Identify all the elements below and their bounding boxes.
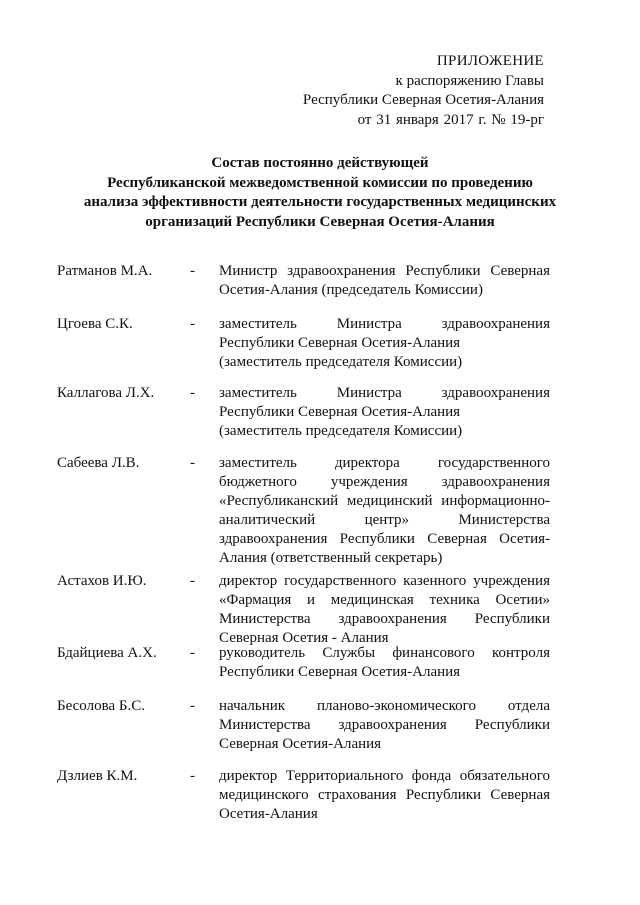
member-role-line: Северная Осетия-Алания <box>219 736 382 752</box>
member-role <box>219 315 550 372</box>
appendix-header <box>303 52 544 130</box>
member-role-line: начальник планово-экономического отдела <box>219 698 550 714</box>
member-role-line: «Республиканский медицинский информационно- <box>219 493 550 509</box>
member-role-line: Министр здравоохранения Республики Северная <box>219 263 550 279</box>
member-role <box>219 384 550 441</box>
appendix-line-1: к распоряжению Главы <box>395 72 544 89</box>
document-title-line-4: организаций Республики Северная Осетия-Алания <box>145 213 495 230</box>
member-name: Каллагова Л.Х. <box>57 385 155 401</box>
member-role-line: бюджетного учреждения здравоохранения <box>219 474 550 490</box>
document-title-line-2: Республиканской межведомственной комиссии по проведению <box>107 174 533 191</box>
member-role <box>219 644 550 682</box>
member-dash: - <box>190 316 195 332</box>
member-role-line: Алания (ответственный секретарь) <box>219 550 443 566</box>
member-role-line: руководитель Службы финансового контроля <box>219 645 550 661</box>
member-dash: - <box>190 573 195 589</box>
member-role-line: Министерства здравоохранения Республики <box>219 611 550 627</box>
member-role-line: Республики Северная Осетия-Алания <box>219 404 461 420</box>
member-role-line: медицинского страхования Республики Северная <box>219 787 550 803</box>
member-role-line: аналитический центр» Министерства <box>219 512 550 528</box>
member-role-line: Осетия-Алания (председатель Комиссии) <box>219 282 483 298</box>
member-role <box>219 572 550 648</box>
appendix-title: ПРИЛОЖЕНИЕ <box>436 53 544 69</box>
member-name: Бдайциева А.Х. <box>57 645 157 661</box>
member-role-line: (заместитель председателя Комиссии) <box>219 423 463 439</box>
appendix-line-2: Республики Северная Осетия-Алания <box>302 92 544 108</box>
member-role <box>219 697 550 754</box>
member-dash: - <box>190 645 195 661</box>
member-role-line: Осетия-Алания <box>219 806 318 822</box>
member-name: Бесолова Б.С. <box>57 698 146 714</box>
member-role-line: Республики Северная Осетия-Алания <box>219 335 461 351</box>
member-name: Астахов И.Ю. <box>57 573 147 589</box>
member-name: Дзлиев К.М. <box>57 768 138 784</box>
member-role-line: Министерства здравоохранения Республики <box>219 717 550 733</box>
member-role-line: здравоохранения Республики Северная Осетия- <box>219 531 550 547</box>
member-dash: - <box>190 385 195 401</box>
member-dash: - <box>190 768 195 784</box>
document-title-line-3: анализа эффективности деятельности государственных медицинских <box>83 194 557 210</box>
member-role-line: Северная Осетия - Алания <box>219 630 389 646</box>
member-role-line: директор государственного казенного учреждения <box>219 573 550 589</box>
member-name: Ратманов М.А. <box>57 263 153 279</box>
member-dash: - <box>190 698 195 714</box>
member-role <box>219 262 550 300</box>
member-dash: - <box>190 455 195 471</box>
member-role-line: заместитель Министра здравоохранения <box>219 385 550 401</box>
member-role-line: Республики Северная Осетия-Алания <box>219 664 461 680</box>
member-role-line: заместитель директора государственного <box>219 455 550 471</box>
member-name: Цгоева С.К. <box>57 316 133 332</box>
member-dash: - <box>190 263 195 279</box>
appendix-date-line: от 31 января 2017 г. № 19-рг <box>357 111 544 128</box>
member-role-line: директор Территориального фонда обязательного <box>219 768 550 784</box>
member-role <box>219 767 550 824</box>
member-name: Сабеева Л.В. <box>57 455 140 471</box>
document-title-line-1: Состав постоянно действующей <box>211 155 429 171</box>
member-role-line: заместитель Министра здравоохранения <box>219 316 550 332</box>
member-role <box>219 454 550 568</box>
document-title <box>40 154 600 232</box>
member-role-line: (заместитель председателя Комиссии) <box>219 354 463 370</box>
member-role-line: «Фармация и медицинская техника Осетии» <box>219 592 550 608</box>
